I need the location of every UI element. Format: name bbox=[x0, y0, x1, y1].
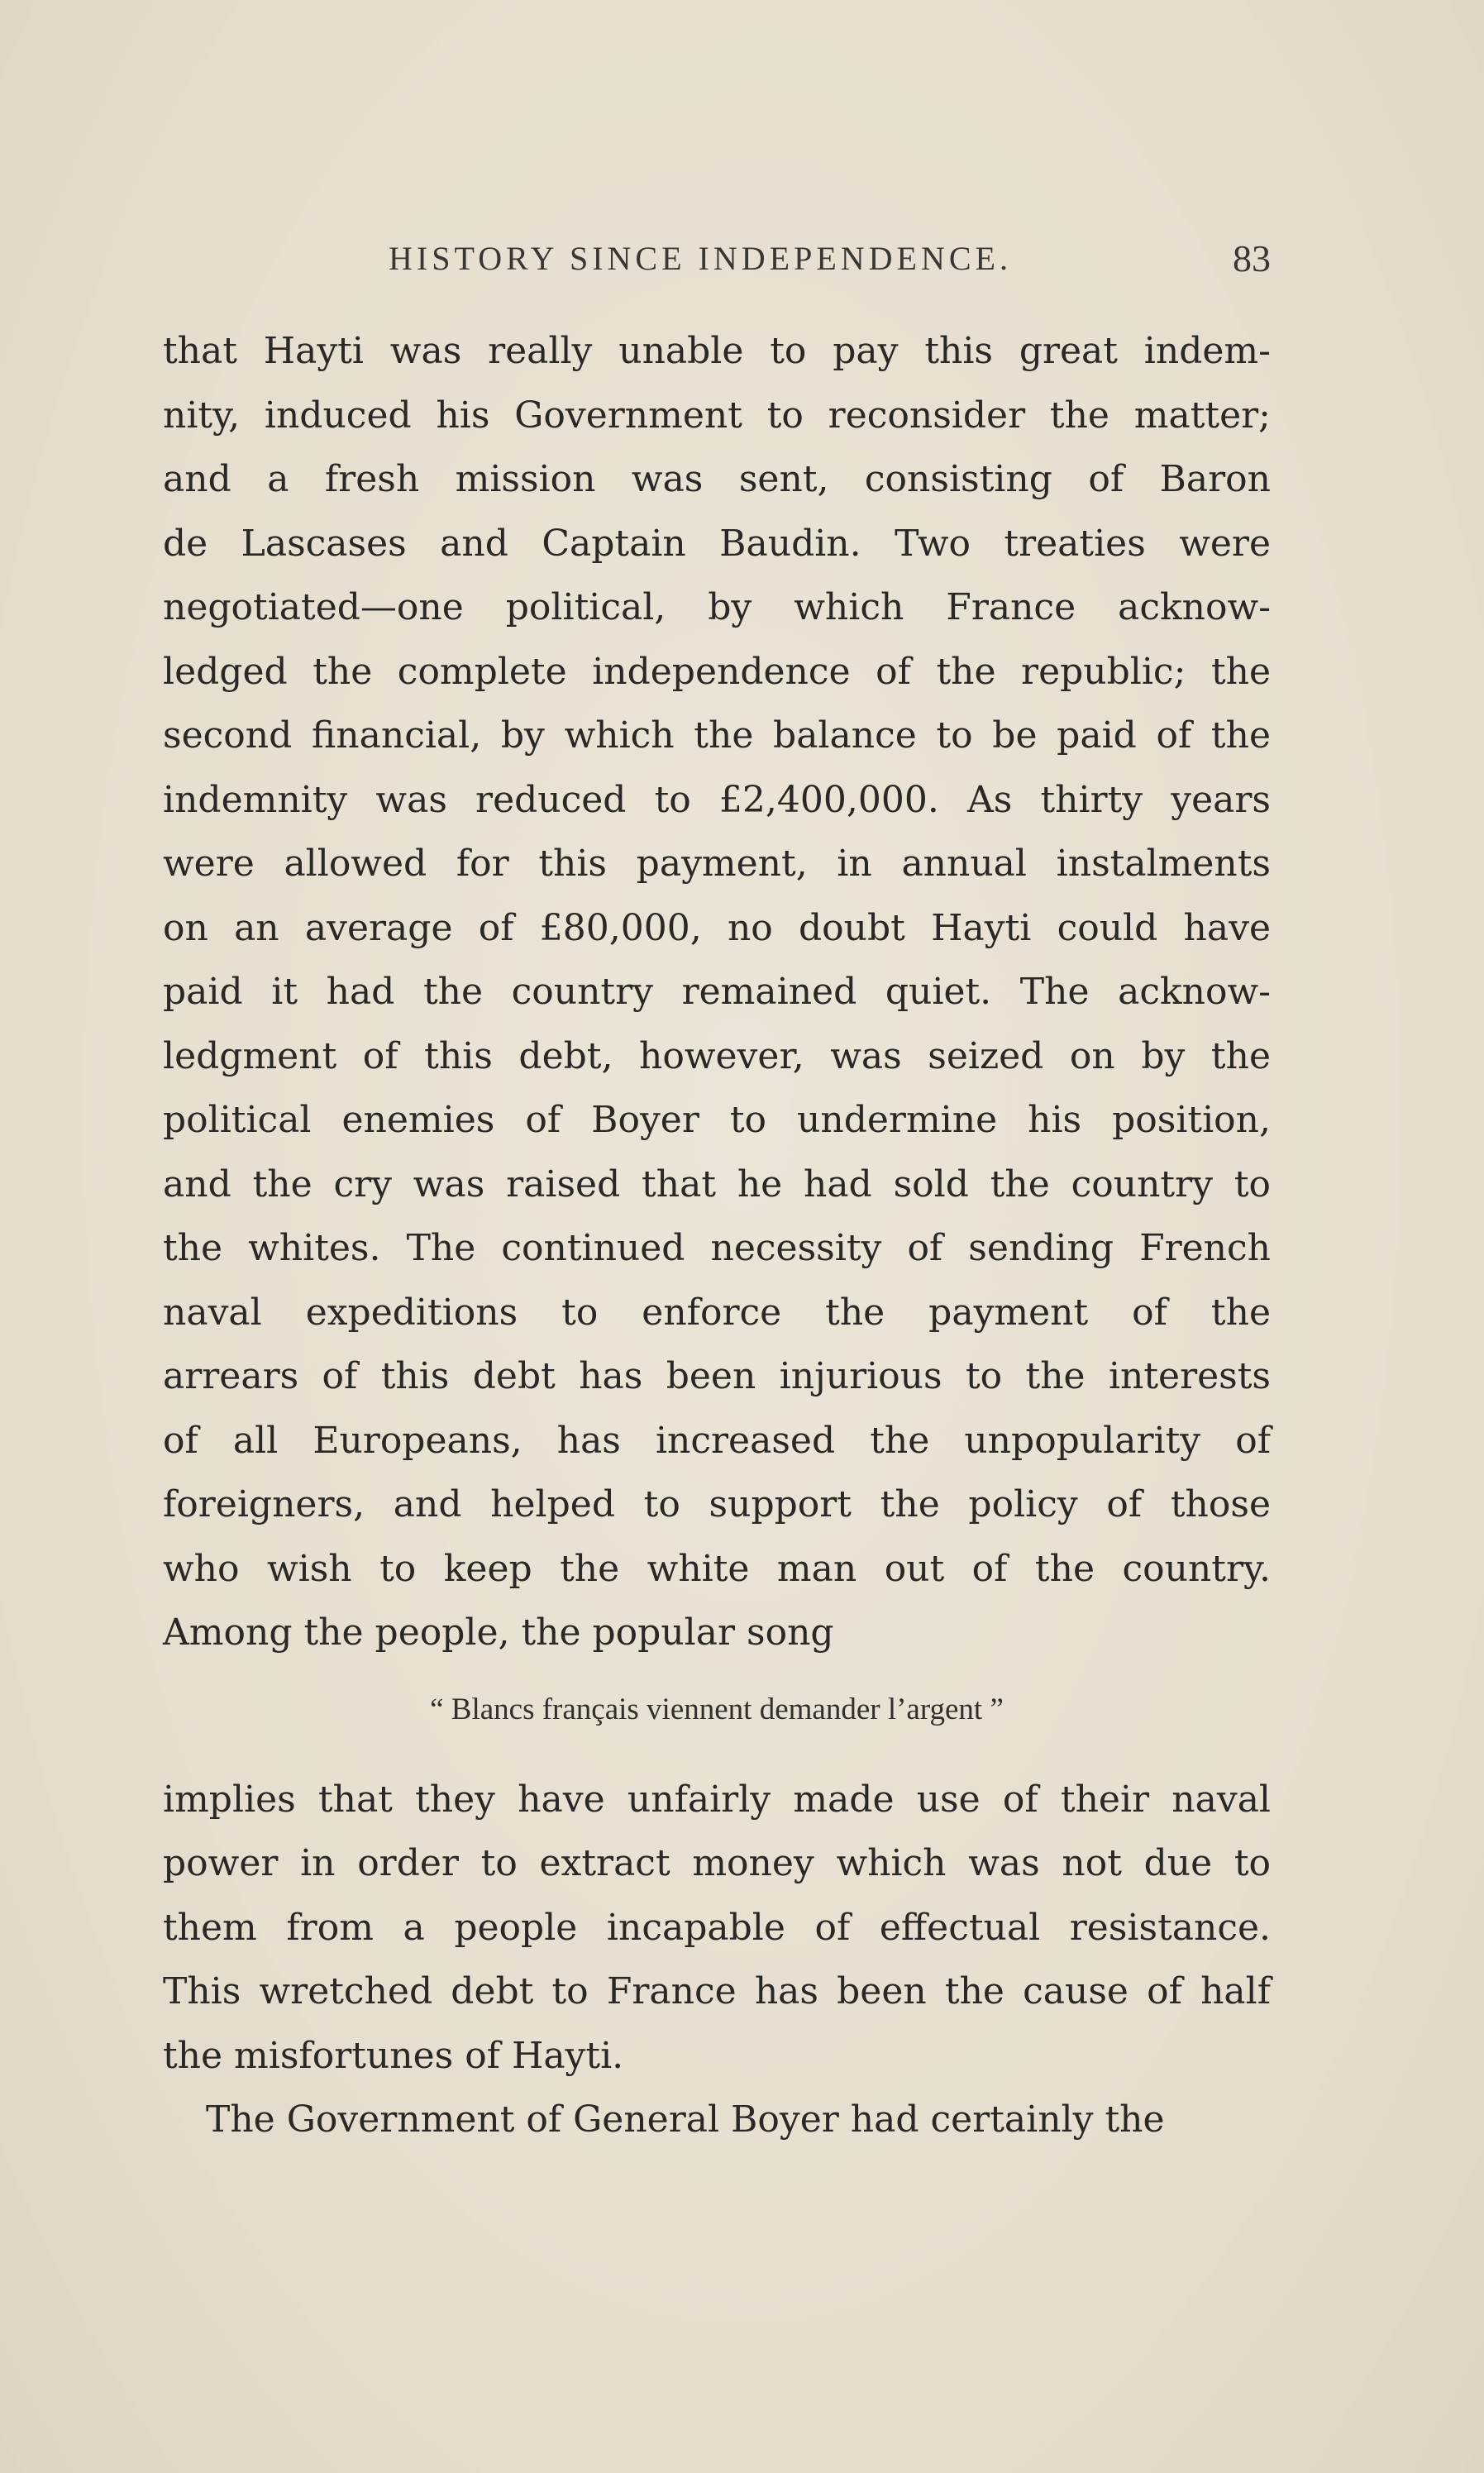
running-title: HISTORY SINCE INDEPENDENCE. bbox=[389, 240, 1012, 277]
body-text bbox=[163, 319, 1271, 2152]
text-line: and a fresh mission was sent, consisting of Baron bbox=[163, 458, 1271, 500]
text-line: ledgment of this debt, however, was seized on by the bbox=[163, 1034, 1271, 1077]
text-line: political enemies of Boyer to undermine his position, bbox=[163, 1099, 1271, 1141]
text-line: This wretched debt to France has been the cause of half bbox=[163, 1970, 1271, 2012]
text-line: implies that they have unfairly made use of their naval bbox=[163, 1778, 1271, 1821]
text-line: of all Europeans, has increased the unpopularity of bbox=[163, 1419, 1271, 1462]
text-line: on an average of £80,000, no doubt Hayti could have bbox=[163, 906, 1271, 949]
page-number: 83 bbox=[1233, 237, 1271, 279]
text-line: them from a people incapable of effectual resistance. bbox=[163, 1906, 1271, 1949]
text-line: were allowed for this payment, in annual instalments bbox=[163, 843, 1271, 885]
text-line: that Hayti was really unable to pay this great indem- bbox=[163, 330, 1271, 372]
text-line: and the cry was raised that he had sold the country to bbox=[163, 1163, 1271, 1205]
text-line: paid it had the country remained quiet. The acknow- bbox=[163, 971, 1271, 1013]
text-line: who wish to keep the white man out of the country. bbox=[163, 1547, 1271, 1590]
text-line: naval expeditions to enforce the payment of the bbox=[163, 1291, 1271, 1334]
text-line: foreigners, and helped to support the policy of those bbox=[163, 1483, 1271, 1525]
text-line: indemnity was reduced to £2,400,000. As thirty years bbox=[163, 778, 1271, 821]
text-line: arrears of this debt has been injurious to the interests bbox=[163, 1355, 1271, 1397]
quoted-song: “ Blancs français viennent demander l’argent ” bbox=[430, 1692, 1004, 1726]
text-line: nity, induced his Government to reconsider the matter; bbox=[163, 394, 1271, 437]
text-line: the misfortunes of Hayti. bbox=[163, 2034, 624, 2077]
text-line: negotiated—one political, by which France acknow- bbox=[163, 586, 1271, 628]
text-line: Among the people, the popular song bbox=[163, 1611, 834, 1654]
text-line: ledged the complete independence of the republic; the bbox=[163, 650, 1271, 693]
text-line: the whites. The continued necessity of sending French bbox=[163, 1227, 1271, 1269]
paragraph-start: The Government of General Boyer had certainly the bbox=[206, 2098, 1165, 2141]
running-head bbox=[163, 234, 1271, 284]
text-line: de Lascases and Captain Baudin. Two treaties were bbox=[163, 522, 1271, 565]
text-line: second financial, by which the balance to be paid of the bbox=[163, 714, 1271, 757]
text-line: power in order to extract money which was not due to bbox=[163, 1842, 1271, 1884]
